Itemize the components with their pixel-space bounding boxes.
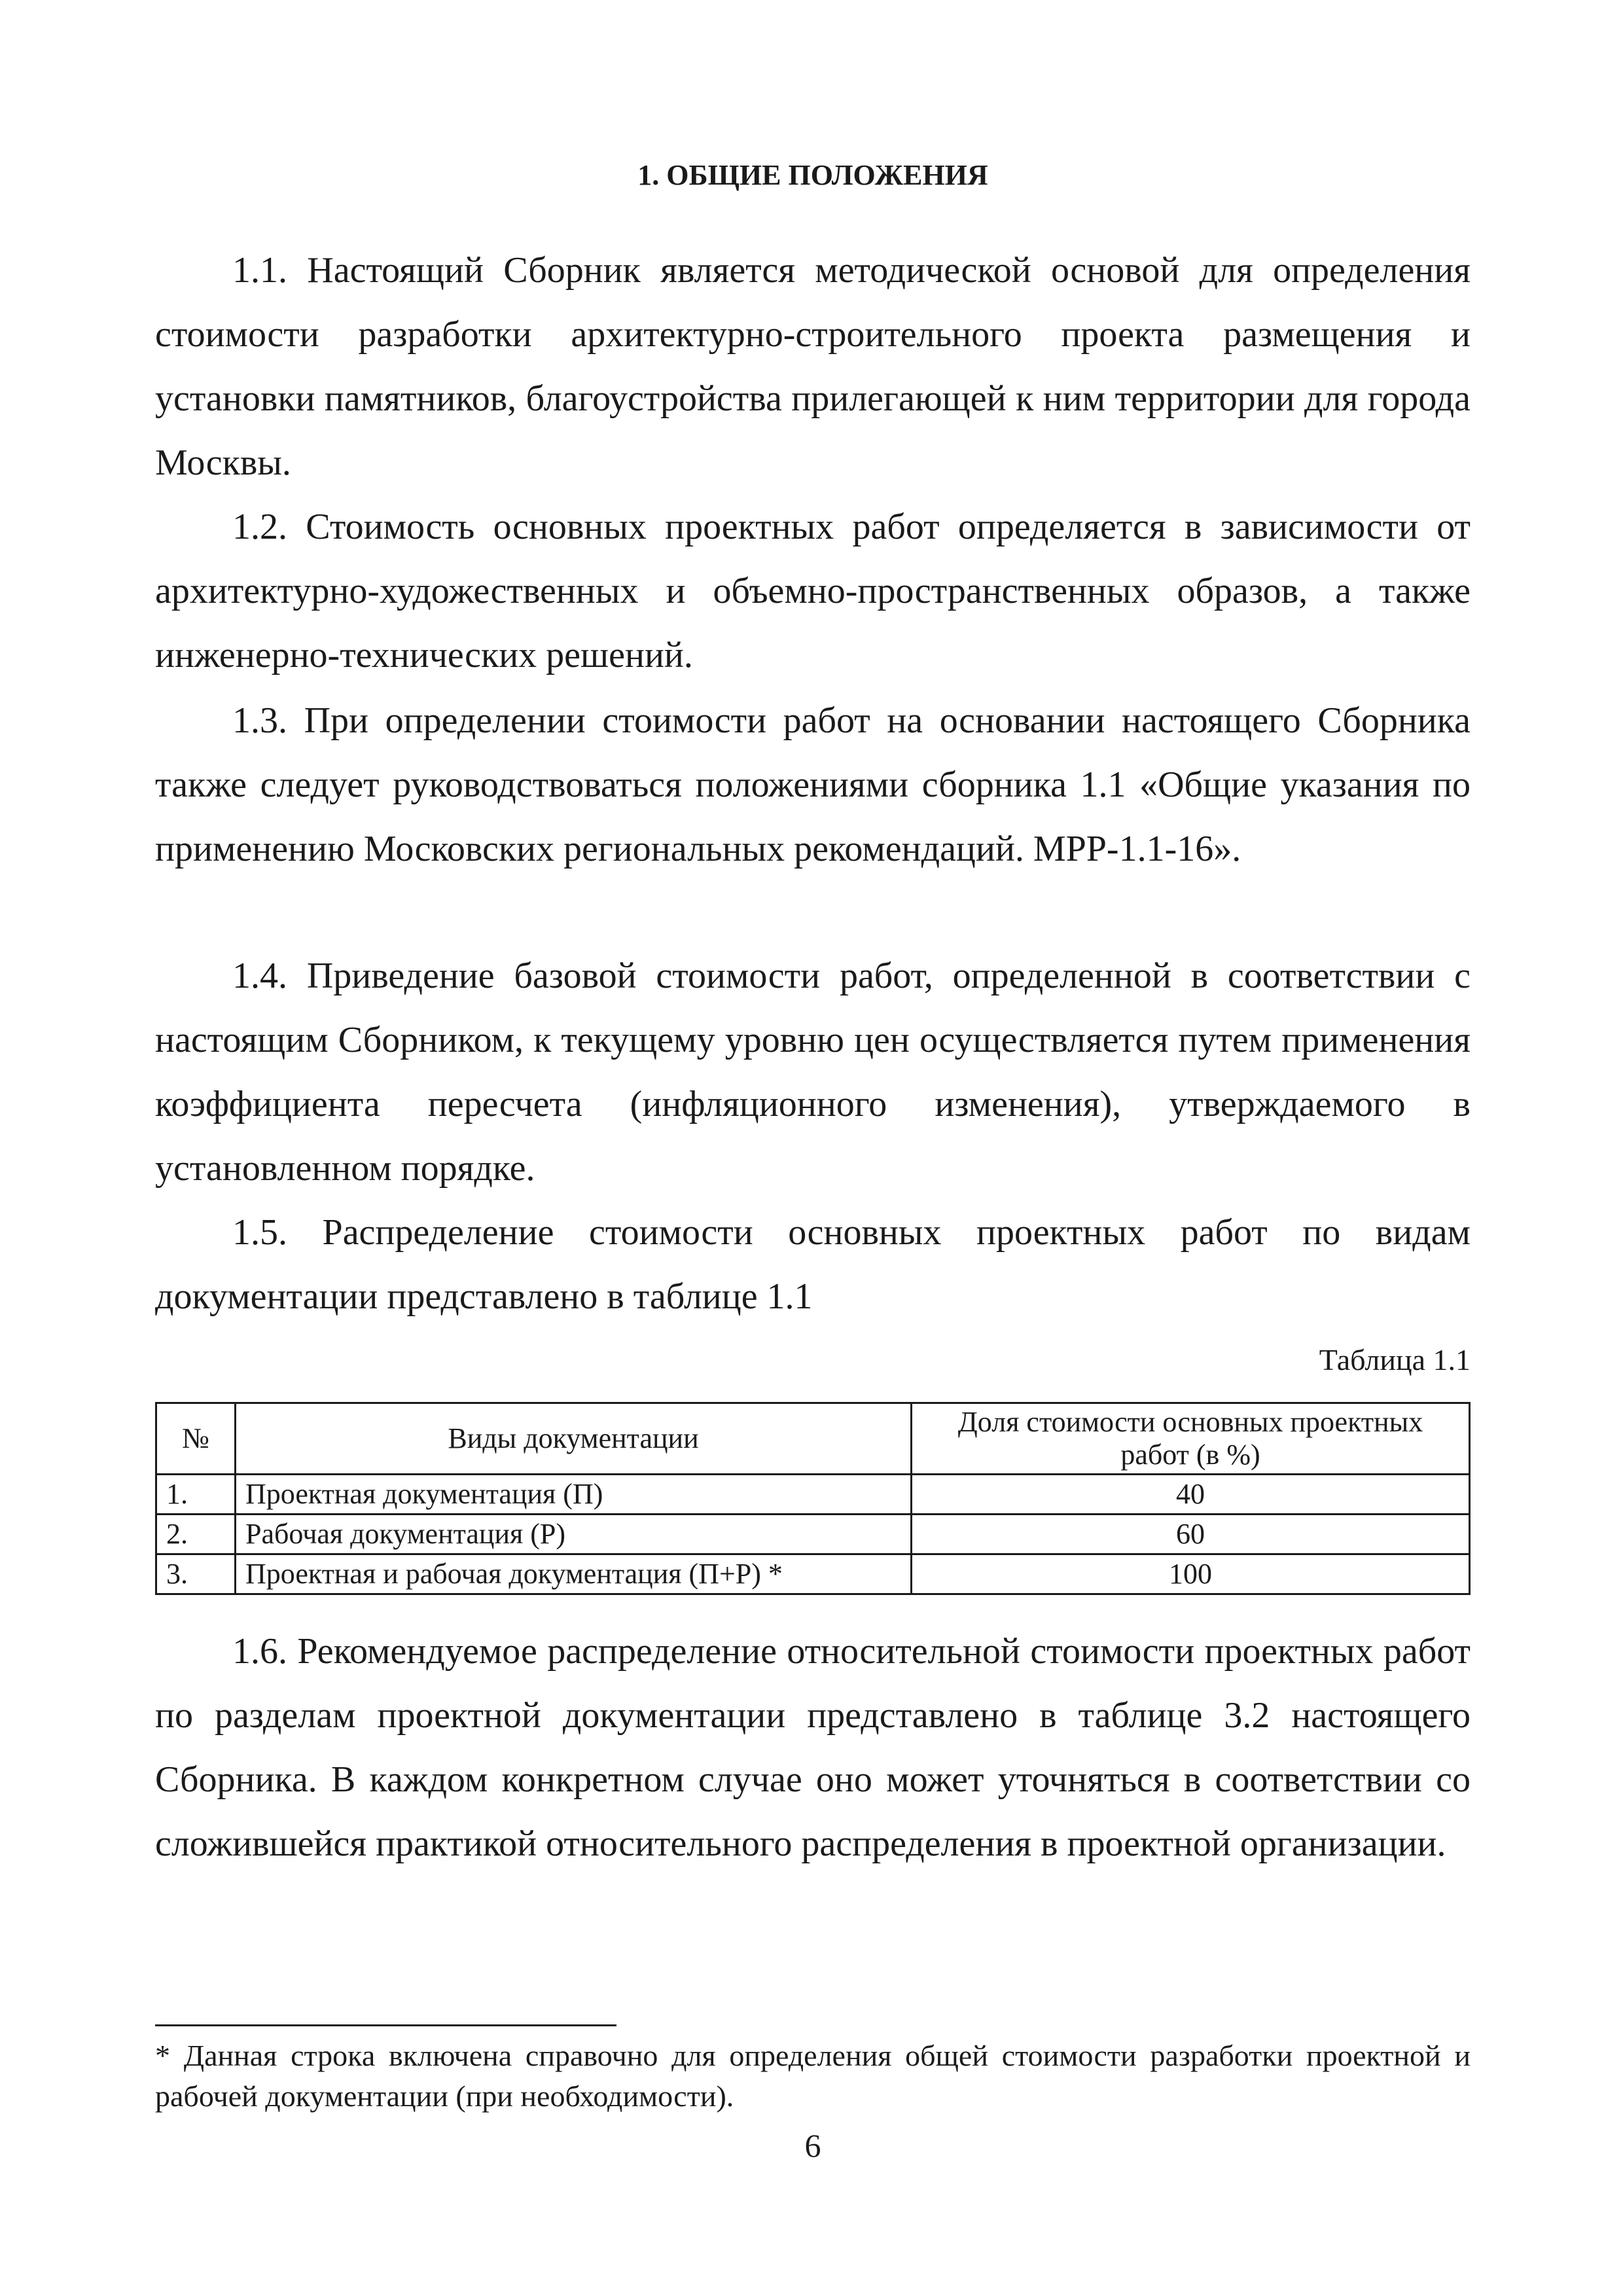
row-num: 1. [156, 1475, 236, 1515]
header-share: Доля стоимости основных проектных работ (в %) [912, 1403, 1470, 1475]
table-row [156, 1554, 1470, 1594]
page-number: 6 [804, 2127, 821, 2164]
row-share: 40 [912, 1475, 1470, 1515]
section-title: 1. ОБЩИЕ ПОЛОЖЕНИЯ [637, 159, 988, 191]
paragraph-1-1: 1.1. Настоящий Сборник является методической основой для определения стоимости разработки архитектурно-строительного проекта размещения и установки памятников, благоустройства прилегающей к ним территории для города Москвы. [155, 250, 1471, 483]
row-share: 60 [912, 1515, 1470, 1554]
row-num: 2. [156, 1515, 236, 1554]
footnote-divider [155, 2024, 616, 2026]
footnote: * Данная строка включена справочно для определения общей стоимости разработки проектной и рабочей документации (при необходимости). [155, 2039, 1471, 2113]
row-num: 3. [156, 1554, 236, 1594]
row-kind: Рабочая документация (Р) [236, 1515, 912, 1554]
row-share: 100 [912, 1554, 1470, 1594]
table-caption: Таблица 1.1 [1319, 1343, 1471, 1376]
header-num: № [156, 1403, 236, 1475]
paragraph-1-3: 1.3. При определении стоимости работ на основании настоящего Сборника также следует руководствоваться положениями сборника 1.1 «Общие указания по применению Московских региональных рекомендаций. МРР-1.1-16». [155, 700, 1471, 869]
paragraph-1-2: 1.2. Стоимость основных проектных работ определяется в зависимости от архитектурно-художественных и объемно-пространственных образов, а также инженерно-технических решений. [155, 507, 1471, 675]
table-row [156, 1475, 1470, 1515]
table-row [156, 1515, 1470, 1554]
row-kind: Проектная документация (П) [236, 1475, 912, 1515]
header-kind: Виды документации [236, 1403, 912, 1475]
paragraph-1-4: 1.4. Приведение базовой стоимости работ, определенной в соответствии с настоящим Сборником, к текущему уровню цен осуществляется путем применения коэффициента пересчета (инфляционного изменения), утверждаемого в установленном порядке. [155, 956, 1471, 1189]
documentation-share-table [155, 1402, 1471, 1595]
paragraph-1-6: 1.6. Рекомендуемое распределение относительной стоимости проектных работ по разделам проектной документации представлено в таблице 3.2 настоящего Сборника. В каждом конкретном случае оно может уточняться в соответствии со сложившейся практикой относительного распределения в проектной организации. [155, 1631, 1471, 1864]
row-kind: Проектная и рабочая документация (П+Р) * [236, 1554, 912, 1594]
paragraph-1-5: 1.5. Распределение стоимости основных проектных работ по видам документации представлено в таблице 1.1 [155, 1212, 1471, 1317]
table-header-row [156, 1403, 1470, 1475]
document-page [155, 0, 1471, 2296]
